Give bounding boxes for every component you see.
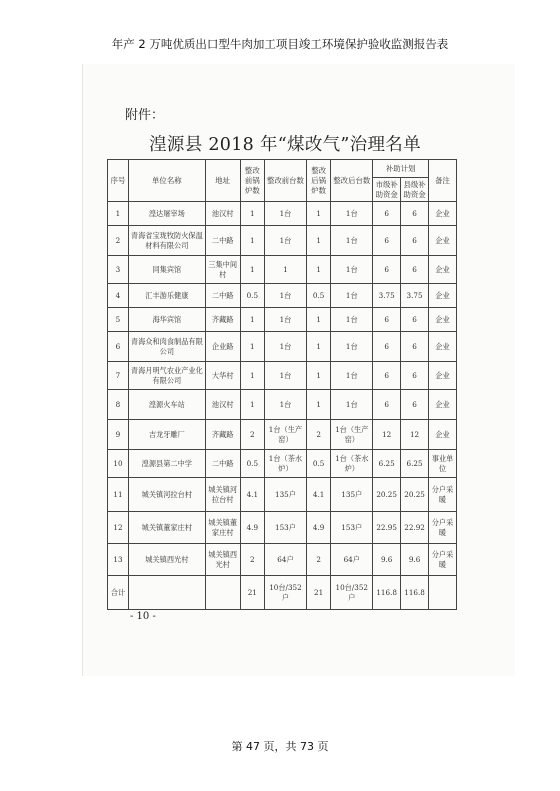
cell-after-boilers: 1 (306, 202, 330, 226)
cell-note: 企业 (429, 390, 457, 420)
cell-before-boilers: 2 (240, 420, 264, 450)
cell-no: 1 (108, 202, 129, 226)
cell-after-boilers: 1 (306, 226, 330, 256)
cell-address: 池汉村 (205, 390, 240, 420)
total-after-boilers: 21 (306, 576, 330, 610)
cell-address: 城关镇西光村 (205, 544, 240, 576)
total-county-fund: 116.8 (401, 576, 429, 610)
cell-unit: 海华宾馆 (128, 308, 205, 332)
cell-note: 企业 (429, 226, 457, 256)
document-page-number: - 10 - (130, 611, 156, 622)
table-row (108, 308, 457, 332)
cell-note: 事业单位 (429, 450, 457, 478)
cell-address: 大华村 (205, 362, 240, 390)
cell-city-fund: 6 (373, 202, 401, 226)
total-before-units: 10台/352户 (265, 576, 307, 610)
cell-before-units: 135户 (265, 478, 307, 512)
cell-county-fund: 9.6 (401, 544, 429, 576)
table-row (108, 284, 457, 308)
cell-address: 二中路 (205, 284, 240, 308)
table-row (108, 450, 457, 478)
cell-before-boilers: 1 (240, 362, 264, 390)
cell-no: 7 (108, 362, 129, 390)
header-address: 地址 (205, 160, 240, 202)
cell-address: 城关镇河拉台村 (205, 478, 240, 512)
cell-unit: 吉龙牙雕厂 (128, 420, 205, 450)
page-header: 年产 2 万吨优质出口型牛肉加工项目竣工环境保护验收监测报告表 (111, 37, 449, 51)
coal-to-gas-table (107, 159, 457, 610)
cell-after-units: 1台 (331, 256, 373, 284)
cell-before-units: 1台 (265, 362, 307, 390)
cell-before-boilers: 1 (240, 226, 264, 256)
total-note (429, 576, 457, 610)
attachment-label: 附件： (125, 108, 165, 123)
header-no: 序号 (108, 160, 129, 202)
cell-after-boilers: 1 (306, 390, 330, 420)
cell-city-fund: 12 (373, 420, 401, 450)
cell-note: 企业 (429, 420, 457, 450)
cell-no: 10 (108, 450, 129, 478)
header-after-boilers: 整改后锅炉数 (306, 160, 330, 202)
table-row (108, 544, 457, 576)
cell-after-units: 153户 (331, 512, 373, 544)
cell-unit: 同集宾馆 (128, 256, 205, 284)
cell-no: 11 (108, 478, 129, 512)
cell-before-boilers: 1 (240, 332, 264, 362)
cell-no: 9 (108, 420, 129, 450)
cell-unit: 城关镇河拉台村 (128, 478, 205, 512)
cell-county-fund: 22.92 (401, 512, 429, 544)
cell-unit: 湟源火车站 (128, 390, 205, 420)
cell-no: 3 (108, 256, 129, 284)
cell-unit: 汇丰游乐健康 (128, 284, 205, 308)
cell-before-units: 1台 (265, 308, 307, 332)
cell-city-fund: 6.25 (373, 450, 401, 478)
cell-no: 8 (108, 390, 129, 420)
table-row (108, 202, 457, 226)
cell-city-fund: 6 (373, 332, 401, 362)
cell-county-fund: 6 (401, 256, 429, 284)
cell-county-fund: 6 (401, 332, 429, 362)
total-address (205, 576, 240, 610)
table-row (108, 362, 457, 390)
cell-after-units: 135户 (331, 478, 373, 512)
total-no: 合计 (108, 576, 129, 610)
cell-before-units: 1台（茶水炉） (265, 450, 307, 478)
cell-before-boilers: 2 (240, 544, 264, 576)
total-after-units: 10台/352户 (331, 576, 373, 610)
cell-after-boilers: 0.5 (306, 450, 330, 478)
cell-before-units: 1台 (265, 202, 307, 226)
cell-address: 二中路 (205, 226, 240, 256)
cell-before-boilers: 4.9 (240, 512, 264, 544)
cell-after-boilers: 1 (306, 308, 330, 332)
cell-note: 企业 (429, 284, 457, 308)
cell-no: 12 (108, 512, 129, 544)
cell-before-units: 153户 (265, 512, 307, 544)
page-footer: 第 47 页，共 73 页 (231, 740, 329, 753)
cell-before-boilers: 1 (240, 202, 264, 226)
cell-before-units: 1台 (265, 390, 307, 420)
cell-before-boilers: 1 (240, 256, 264, 284)
cell-unit: 城关镇董家庄村 (128, 512, 205, 544)
cell-county-fund: 6 (401, 308, 429, 332)
cell-city-fund: 20.25 (373, 478, 401, 512)
cell-after-units: 64户 (331, 544, 373, 576)
table-row (108, 512, 457, 544)
cell-before-boilers: 0.5 (240, 284, 264, 308)
header-unit: 单位名称 (128, 160, 205, 202)
cell-after-boilers: 2 (306, 544, 330, 576)
cell-note: 企业 (429, 332, 457, 362)
cell-city-fund: 6 (373, 362, 401, 390)
cell-after-units: 1台 (331, 332, 373, 362)
cell-address: 齐藏路 (205, 420, 240, 450)
cell-note: 企业 (429, 256, 457, 284)
table-total-row (108, 576, 457, 610)
cell-no: 4 (108, 284, 129, 308)
document-title: 湟源县 2018 年“煤改气”治理名单 (149, 135, 421, 155)
cell-after-units: 1台 (331, 390, 373, 420)
cell-before-units: 64户 (265, 544, 307, 576)
header-before-units: 整改前台数 (265, 160, 307, 202)
cell-city-fund: 6 (373, 256, 401, 284)
cell-county-fund: 6.25 (401, 450, 429, 478)
cell-city-fund: 3.75 (373, 284, 401, 308)
cell-before-units: 1台 (265, 284, 307, 308)
cell-address: 三集中间村 (205, 256, 240, 284)
cell-unit: 城关镇西光村 (128, 544, 205, 576)
cell-note: 分户采暖 (429, 544, 457, 576)
cell-after-units: 1台（生产窑） (331, 420, 373, 450)
cell-address: 齐藏路 (205, 308, 240, 332)
cell-city-fund: 9.6 (373, 544, 401, 576)
cell-before-units: 1 (265, 256, 307, 284)
cell-unit: 青海月明气农业产业化有限公司 (128, 362, 205, 390)
cell-unit: 湟源县第二中学 (128, 450, 205, 478)
cell-city-fund: 6 (373, 226, 401, 256)
cell-before-units: 1台 (265, 226, 307, 256)
cell-after-boilers: 0.5 (306, 284, 330, 308)
total-unit (128, 576, 205, 610)
cell-no: 13 (108, 544, 129, 576)
table-row (108, 390, 457, 420)
cell-county-fund: 12 (401, 420, 429, 450)
cell-city-fund: 22.95 (373, 512, 401, 544)
cell-county-fund: 6 (401, 390, 429, 420)
header-note: 备注 (429, 160, 457, 202)
cell-after-boilers: 1 (306, 332, 330, 362)
cell-note: 分户采暖 (429, 478, 457, 512)
cell-after-boilers: 4.1 (306, 478, 330, 512)
table-row (108, 420, 457, 450)
cell-address: 企业路 (205, 332, 240, 362)
total-city-fund: 116.8 (373, 576, 401, 610)
cell-after-units: 1台（茶水炉） (331, 450, 373, 478)
cell-note: 企业 (429, 308, 457, 332)
cell-city-fund: 6 (373, 308, 401, 332)
cell-address: 池汉村 (205, 202, 240, 226)
header-county-fund: 县级补助资金 (401, 178, 429, 202)
table-row (108, 332, 457, 362)
cell-before-units: 1台（生产窑） (265, 420, 307, 450)
cell-after-units: 1台 (331, 202, 373, 226)
cell-after-units: 1台 (331, 362, 373, 390)
total-before-boilers: 21 (240, 576, 264, 610)
cell-before-boilers: 1 (240, 308, 264, 332)
cell-unit: 湟达屠宰场 (128, 202, 205, 226)
header-before-boilers: 整改前锅炉数 (240, 160, 264, 202)
cell-before-boilers: 0.5 (240, 450, 264, 478)
cell-no: 2 (108, 226, 129, 256)
cell-before-boilers: 1 (240, 390, 264, 420)
cell-city-fund: 6 (373, 390, 401, 420)
cell-after-boilers: 4.9 (306, 512, 330, 544)
cell-after-units: 1台 (331, 284, 373, 308)
table-row (108, 478, 457, 512)
cell-note: 企业 (429, 202, 457, 226)
cell-address: 二中路 (205, 450, 240, 478)
cell-after-units: 1台 (331, 308, 373, 332)
cell-county-fund: 20.25 (401, 478, 429, 512)
table-row (108, 256, 457, 284)
cell-unit: 青海众和肉食制品有限公司 (128, 332, 205, 362)
cell-after-units: 1台 (331, 226, 373, 256)
cell-address: 城关镇董家庄村 (205, 512, 240, 544)
cell-note: 分户采暖 (429, 512, 457, 544)
cell-county-fund: 6 (401, 202, 429, 226)
cell-after-boilers: 2 (306, 420, 330, 450)
cell-no: 5 (108, 308, 129, 332)
header-subsidy: 补助计划 (373, 160, 429, 178)
cell-before-boilers: 4.1 (240, 478, 264, 512)
cell-unit: 青海省宝珑牧防火保温材料有限公司 (128, 226, 205, 256)
cell-county-fund: 6 (401, 226, 429, 256)
cell-county-fund: 3.75 (401, 284, 429, 308)
header-after-units: 整改后台数 (331, 160, 373, 202)
cell-after-boilers: 1 (306, 256, 330, 284)
cell-before-units: 1台 (265, 332, 307, 362)
header-city-fund: 市级补助资金 (373, 178, 401, 202)
cell-no: 6 (108, 332, 129, 362)
cell-county-fund: 6 (401, 362, 429, 390)
cell-note: 企业 (429, 362, 457, 390)
cell-after-boilers: 1 (306, 362, 330, 390)
table-row (108, 226, 457, 256)
